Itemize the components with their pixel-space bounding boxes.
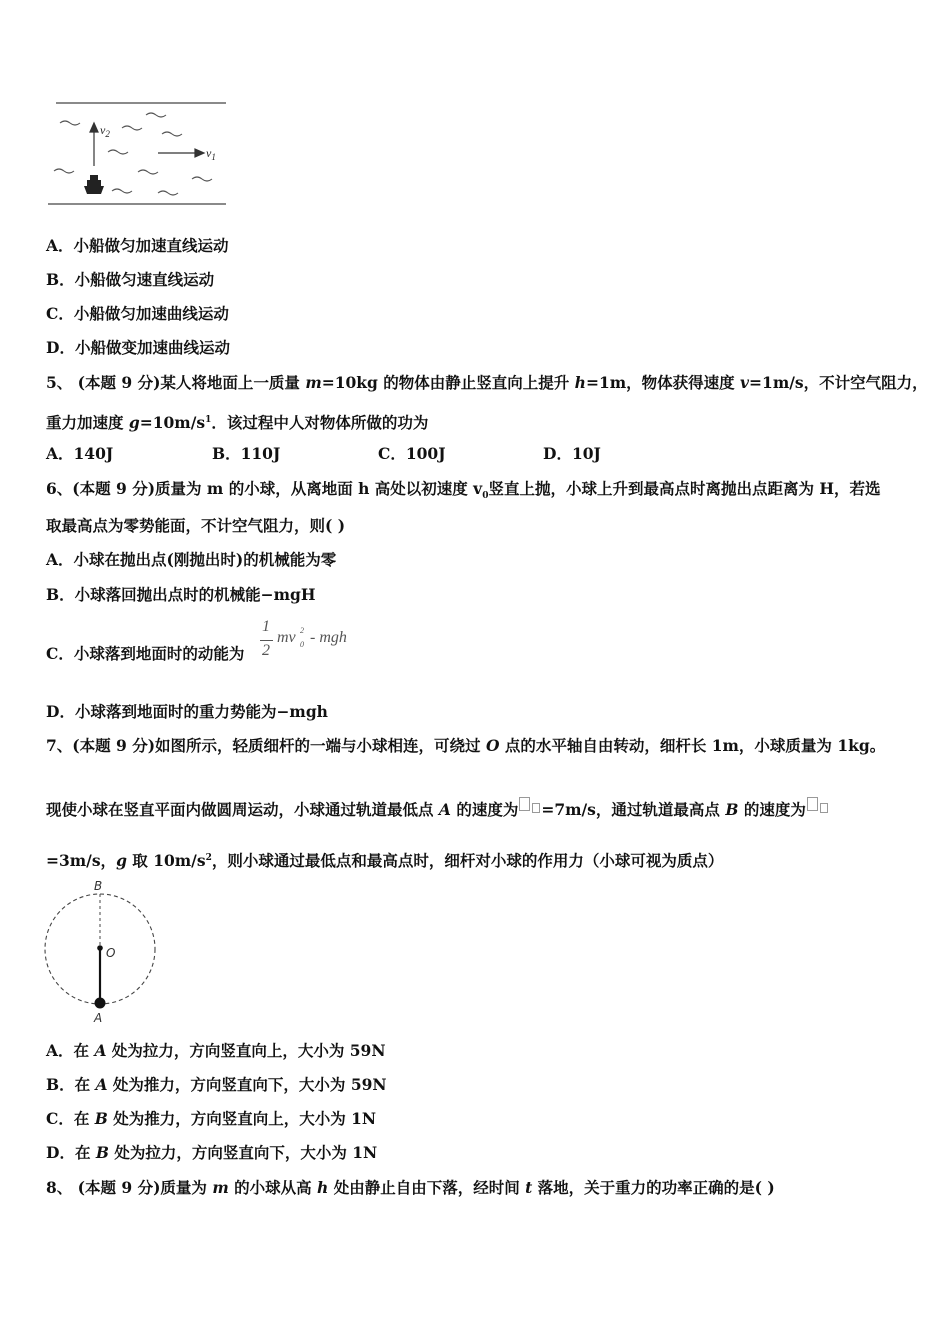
q4-option-a: A．小船做匀加速直线运动 — [46, 236, 229, 255]
q5-option-b: B．110J — [212, 444, 281, 463]
label-b: B — [94, 879, 103, 893]
q6-option-a: A．小球在抛出点(刚抛出时)的机械能为零 — [46, 550, 337, 569]
pivot-point — [97, 945, 103, 951]
q7-option-d: D．在 B 处为拉力，方向竖直向下，大小为 1N — [46, 1143, 378, 1162]
v1-label: $v_1$ — [206, 146, 216, 162]
q7-option-c: C．在 B 处为推力，方向竖直向上，大小为 1N — [46, 1109, 377, 1128]
missing-glyph-icon — [519, 797, 530, 811]
river-boat-figure — [46, 96, 228, 210]
q5-option-a: A．140J — [46, 444, 114, 463]
q4-option-c: C．小船做匀加速曲线运动 — [46, 304, 229, 323]
label-a: A — [94, 1011, 103, 1025]
q7-option-a: A．在 A 处为拉力，方向竖直向上，大小为 59N — [46, 1041, 386, 1060]
q7-stem-line1: 7、(本题 9 分)如图所示，轻质细杆的一端与小球相连，可绕过 O 点的水平轴自由转动，细杆长 1m，小球质量为 1kg。 — [46, 736, 886, 755]
q5-stem-line1: 5、 (本题 9 分)某人将地面上一质量 m=10kg 的物体由静止竖直向上提升 h=1m，物体获得速度 v=1m/s，不计空气阻力， — [46, 373, 928, 392]
ball — [95, 998, 106, 1009]
q4-option-b: B．小船做匀速直线运动 — [46, 270, 215, 289]
v2-label: $v_2$ — [100, 123, 110, 139]
q5-option-c: C．100J — [378, 444, 446, 463]
q6-option-c: C．小球落到地面时的动能为 — [46, 644, 245, 663]
boat-icon — [84, 175, 104, 194]
v1-arrow — [158, 149, 204, 157]
water-waves — [54, 113, 212, 195]
q4-option-d: D．小船做变加速曲线运动 — [46, 338, 230, 357]
q6-stem-line1: 6、(本题 9 分)质量为 m 的小球，从离地面 h 高处以初速度 $v_0$竖直上抛，小球上升到最高点时离抛出点距离为 H，若选 — [46, 479, 881, 502]
q6-option-c-formula: 1 2 mv 2 0 - mgh — [262, 618, 347, 659]
q5-stem-line2: 重力加速度 $g=10m/s^1$．该过程中人对物体所做的功为 — [46, 413, 429, 433]
q8-stem: 8、 (本题 9 分)质量为 m 的小球从高 h 处由静止自由下落，经时间 t 落地，关于重力的功率正确的是( ) — [46, 1178, 775, 1197]
q7-option-b: B．在 A 处为推力，方向竖直向下，大小为 59N — [46, 1075, 387, 1094]
q7-stem-line3: =3m/s，g 取 $10m/s^2$，则小球通过最低点和最高点时，细杆对小球的作用力（小球可视为质点） — [46, 851, 724, 871]
v2-arrow — [90, 123, 98, 166]
missing-glyph-icon — [532, 803, 540, 813]
q5-option-d: D．10J — [543, 444, 601, 463]
q6-option-d: D．小球落到地面时的重力势能为−mgh — [46, 702, 328, 721]
circle-motion-figure — [40, 876, 162, 1026]
q6-stem-line2: 取最高点为零势能面，不计空气阻力，则( ) — [46, 516, 346, 535]
missing-glyph-icon — [820, 803, 828, 813]
missing-glyph-icon — [807, 797, 818, 811]
label-o: O — [106, 946, 116, 960]
q6-option-b: B．小球落回抛出点时的机械能−mgH — [46, 585, 316, 604]
q7-stem-line2: 现使小球在竖直平面内做圆周运动，小球通过轨道最低点 A 的速度为 =7m/s，通过轨道最高点 B 的速度为 — [46, 797, 829, 820]
